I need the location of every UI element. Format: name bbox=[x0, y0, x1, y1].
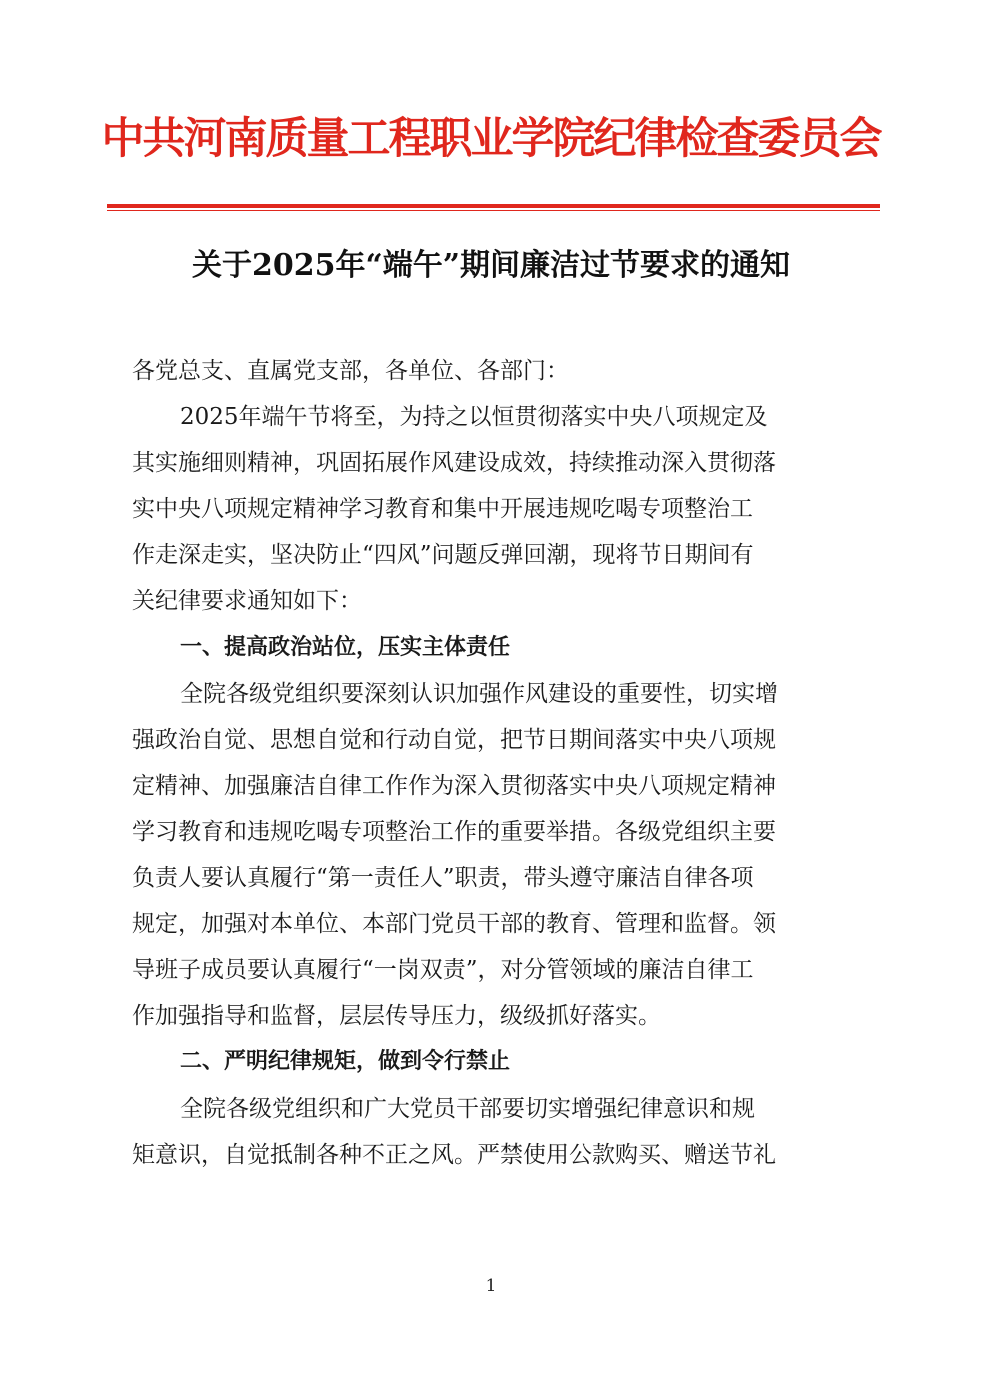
paragraph-line: 关纪律要求通知如下： bbox=[132, 588, 362, 615]
paragraph-line: 学习教育和违规吃喝专项整治工作的重要举措。各级党组织主要 bbox=[132, 818, 776, 845]
paragraph-line: 强政治自觉、思想自觉和行动自觉，把节日期间落实中央八项规 bbox=[132, 726, 776, 753]
paragraph-line: 负责人要认真履行“第一责任人”职责，带头遵守廉洁自律各项 bbox=[132, 865, 754, 892]
salutation: 各党总支、直属党支部，各单位、各部门： bbox=[132, 358, 569, 384]
page-number: 1 bbox=[485, 1276, 497, 1296]
letterhead-title: 中共河南质量工程职业学院纪律检查委员会 bbox=[101, 114, 881, 164]
paragraph-line: 全院各级党组织和广大党员干部要切实增强纪律意识和规 bbox=[180, 1095, 755, 1122]
notice-title: 关于2025年“端午”期间廉洁过节要求的通知 bbox=[191, 248, 790, 283]
letterhead-rule-thin bbox=[107, 210, 880, 211]
paragraph-line: 实中央八项规定精神学习教育和集中开展违规吃喝专项整治工 bbox=[132, 496, 753, 523]
paragraph-line: 规定，加强对本单位、本部门党员干部的教育、管理和监督。领 bbox=[132, 911, 776, 938]
paragraph-line: 定精神、加强廉洁自律工作作为深入贯彻落实中央八项规定精神 bbox=[132, 772, 776, 799]
paragraph-line: 作走深走实，坚决防止“四风”问题反弹回潮，现将节日期间有 bbox=[132, 542, 754, 569]
paragraph-line: 作加强指导和监督，层层传导压力，级级抓好落实。 bbox=[132, 1003, 661, 1030]
paragraph-line: 其实施细则精神，巩固拓展作风建设成效，持续推动深入贯彻落 bbox=[132, 450, 776, 477]
section-heading: 二、严明纪律规矩，做到令行禁止 bbox=[180, 1049, 511, 1075]
paragraph-line: 矩意识，自觉抵制各种不正之风。严禁使用公款购买、赠送节礼 bbox=[132, 1141, 776, 1168]
paragraph-line: 全院各级党组织要深刻认识加强作风建设的重要性，切实增 bbox=[180, 680, 778, 707]
paragraph-line: 2025年端午节将至，为持之以恒贯彻落实中央八项规定及 bbox=[180, 404, 768, 431]
paragraph-line: 导班子成员要认真履行“一岗双责”，对分管领域的廉洁自律工 bbox=[132, 957, 754, 984]
section-heading: 一、提高政治站位，压实主体责任 bbox=[180, 634, 511, 660]
letterhead-rule-thick bbox=[107, 204, 880, 208]
notice-body bbox=[132, 348, 872, 1178]
